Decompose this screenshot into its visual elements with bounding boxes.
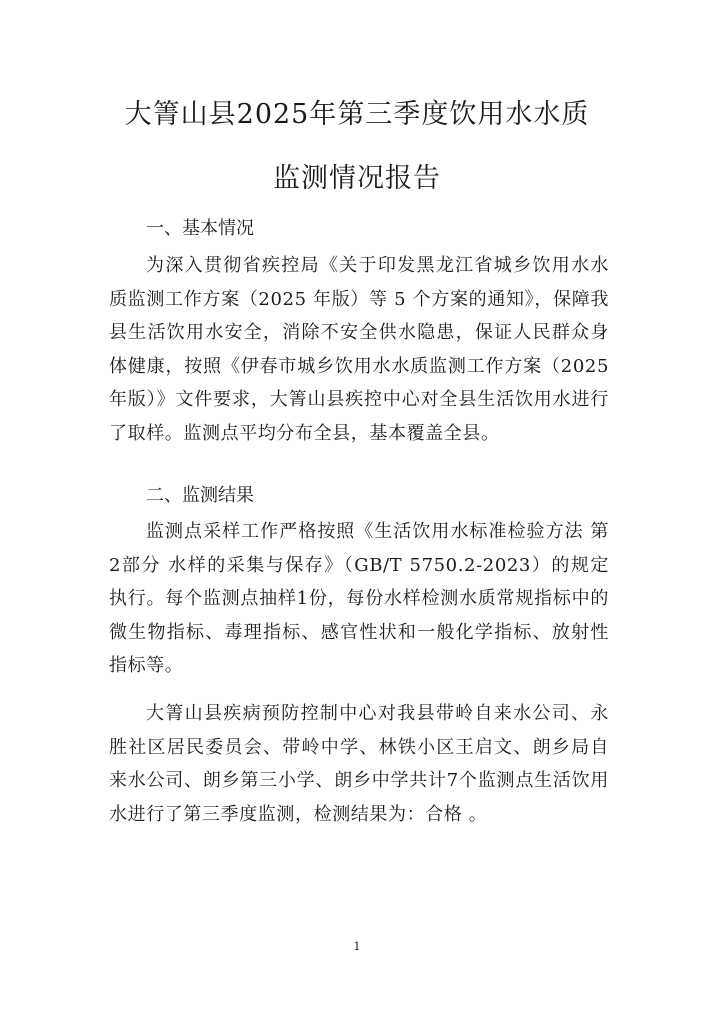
section-heading-monitoring-results: 二、监测结果 [146, 485, 254, 506]
sampling-method-paragraph: 监测点采样工作严格按照《生活饮用水标准检验方法 第2部分 水样的采集与保存》（GB/T 5750.2-2023）的规定执行。每个监测点抽样1份，每份水样检测水质常规指标中的微生物指标、毒理指标、感官性状和一般化学指标、放射性指标等。 [109, 521, 609, 676]
document-title-line-2: 监测情况报告 [273, 163, 441, 194]
page-number: 1 [353, 940, 361, 953]
monitoring-result-paragraph: 大箐山县疾病预防控制中心对我县带岭自来水公司、永胜社区居民委员会、带岭中学、林铁小区王启文、朗乡局自来水公司、朗乡第三小学、朗乡中学共计7个监测点生活饮用水进行了第三季度监测，检测结果为：合格 。 [109, 703, 609, 825]
document-title-line-1: 大箐山县2025年第三季度饮用水水质 [124, 99, 590, 130]
basic-info-paragraph: 为深入贯彻省疾控局《关于印发黑龙江省城乡饮用水水质监测工作方案（2025 年版）等 5 个方案的通知》，保障我县生活饮用水安全，消除不安全供水隐患，保证人民群众身体健康，按照《伊春市城乡饮用水水质监测工作方案（2025年版）》文件要求，大箐山县疾控中心对全县生活饮用水进行了取样。监测点平均分布全县，基本覆盖全县。 [109, 255, 609, 444]
section-heading-basic-info: 一、基本情况 [146, 218, 254, 239]
